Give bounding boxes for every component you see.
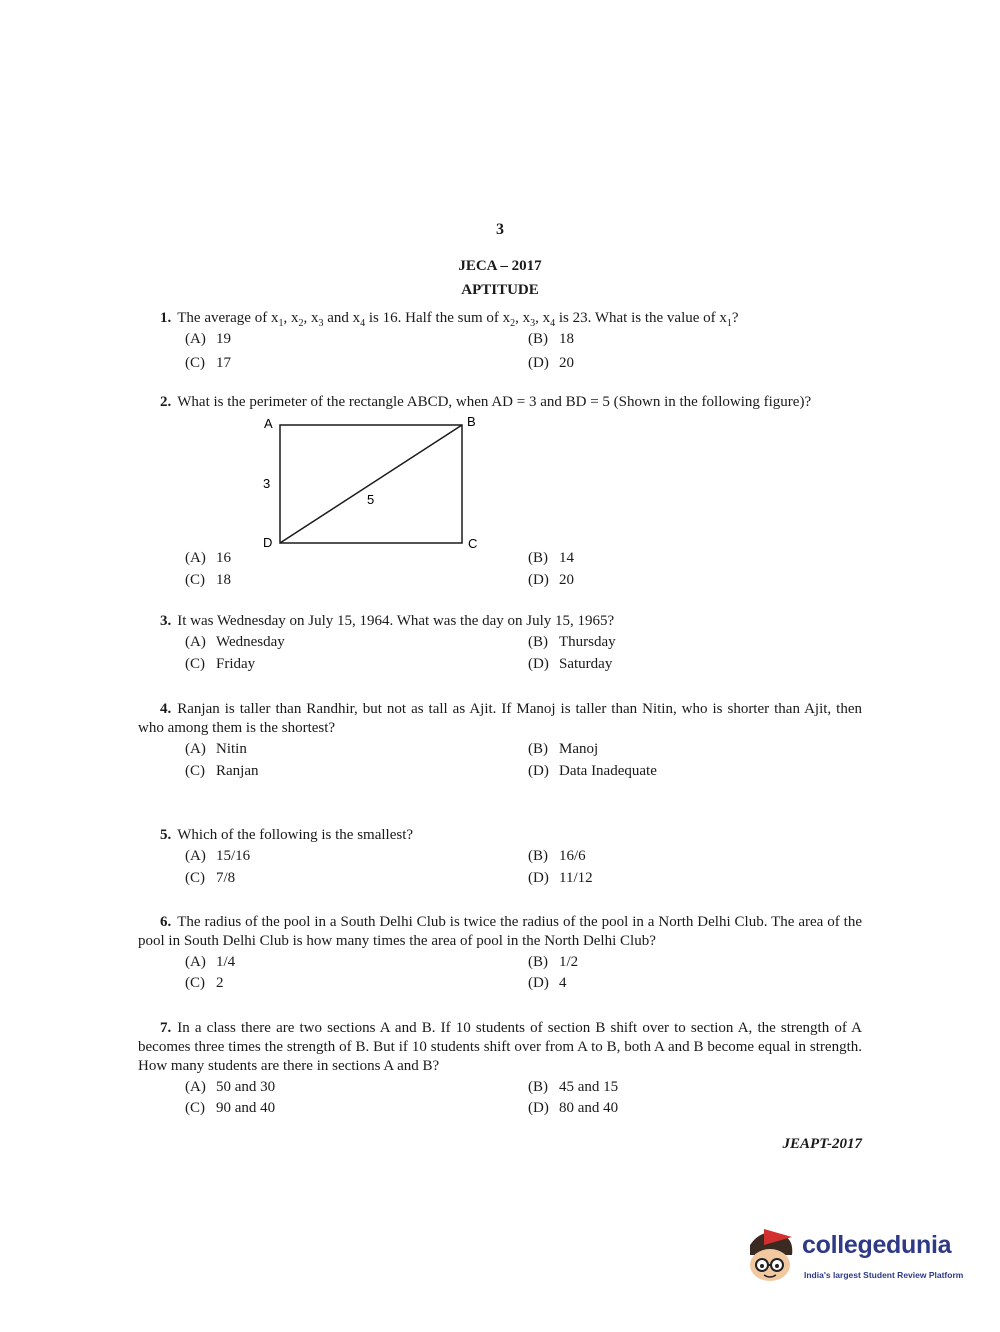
option-b: (B) Thursday <box>528 634 616 650</box>
option-d: (D) 11/12 <box>528 870 593 886</box>
paper-code: JEAPT-2017 <box>782 1136 862 1152</box>
option-c: (C) 7/8 <box>185 870 236 886</box>
question-number: 1. <box>160 310 172 326</box>
option-a: (A) 50 and 30 <box>185 1079 276 1095</box>
option-a: (A) 15/16 <box>185 848 251 864</box>
brand-name: collegedunia <box>802 1231 952 1259</box>
vertex-a-label: A <box>264 416 273 431</box>
option-b: (B) Manoj <box>528 741 599 757</box>
option-b: (B) 45 and 15 <box>528 1079 619 1095</box>
collegedunia-logo <box>742 1225 972 1287</box>
option-b: (B) 16/6 <box>528 848 586 864</box>
option-d: (D) 20 <box>528 355 574 371</box>
question-number: 3. <box>160 613 172 629</box>
option-d: (D) 80 and 40 <box>528 1100 619 1116</box>
brand-tagline: India's largest Student Review Platform <box>804 1270 964 1280</box>
option-c: (C) Friday <box>185 656 256 672</box>
option-c: (C) 2 <box>185 975 224 991</box>
option-a: (A) Nitin <box>185 741 247 757</box>
question-number: 4. <box>160 701 172 717</box>
vertex-c-label: C <box>468 536 478 551</box>
vertex-d-label: D <box>263 535 273 550</box>
option-a: (A) 19 <box>185 331 231 347</box>
option-b: (B) 18 <box>528 331 574 347</box>
diagonal-bd <box>280 425 462 543</box>
question-number: 7. <box>160 1020 172 1036</box>
option-a: (A) Wednesday <box>185 634 285 650</box>
rectangle-figure <box>255 410 495 555</box>
question-number: 5. <box>160 827 172 843</box>
option-c: (C) 17 <box>185 355 231 371</box>
question-1-text: 1. The average of $x_1$, $x_2$, $x_3$ and $x_4$ is 16. Half the sum of $x_2$, $x_3$, $x_4$ is 23. What is the value of $x_1$? <box>160 310 739 329</box>
question-3-text: 3. It was Wednesday on July 15, 1964. What was the day on July 15, 1965? <box>160 613 615 629</box>
option-d: (D) Saturday <box>528 656 613 672</box>
option-c: (C) 18 <box>185 572 231 588</box>
section-title: APTITUDE <box>461 282 539 298</box>
question-number: 2. <box>160 394 172 410</box>
diagonal-bd-length: 5 <box>367 492 375 507</box>
option-b: (B) 14 <box>528 550 574 566</box>
question-number: 6. <box>160 914 172 930</box>
question-7-text: 7. In a class there are two sections A and B. If 10 students of section B shift over to section A, the strength of A becomes three times the strength of B. But if 10 students shift over from A to B, both A and B become equal in strength. How many students are there in sections A and B? <box>138 1020 862 1074</box>
question-4-text: 4. Ranjan is taller than Randhir, but not as tall as Ajit. If Manoj is taller than Nitin, who is shorter than Ajit, then who among them is the shortest? <box>138 701 862 736</box>
side-ad-length: 3 <box>263 476 271 491</box>
mascot-icon <box>742 1225 800 1287</box>
option-d: (D) 20 <box>528 572 574 588</box>
question-5-text: 5. Which of the following is the smallest? <box>160 827 414 843</box>
option-d: (D) Data Inadequate <box>528 763 657 779</box>
question-2-text: 2. What is the perimeter of the rectangle ABCD, when AD = 3 and BD = 5 (Shown in the following figure)? <box>160 394 812 410</box>
option-c: (C) Ranjan <box>185 763 259 779</box>
vertex-b-label: B <box>467 414 476 429</box>
page-number: 3 <box>496 221 504 238</box>
option-a: (A) 1/4 <box>185 954 236 970</box>
option-c: (C) 90 and 40 <box>185 1100 276 1116</box>
option-d: (D) 4 <box>528 975 567 991</box>
option-a: (A) 16 <box>185 550 231 566</box>
option-b: (B) 1/2 <box>528 954 579 970</box>
question-6-text: 6. The radius of the pool in a South Delhi Club is twice the radius of the pool in a North Delhi Club. The area of the pool in South Delhi Club is how many times the area of pool in the North Delhi Club? <box>138 914 862 949</box>
exam-title: JECA – 2017 <box>458 258 542 274</box>
